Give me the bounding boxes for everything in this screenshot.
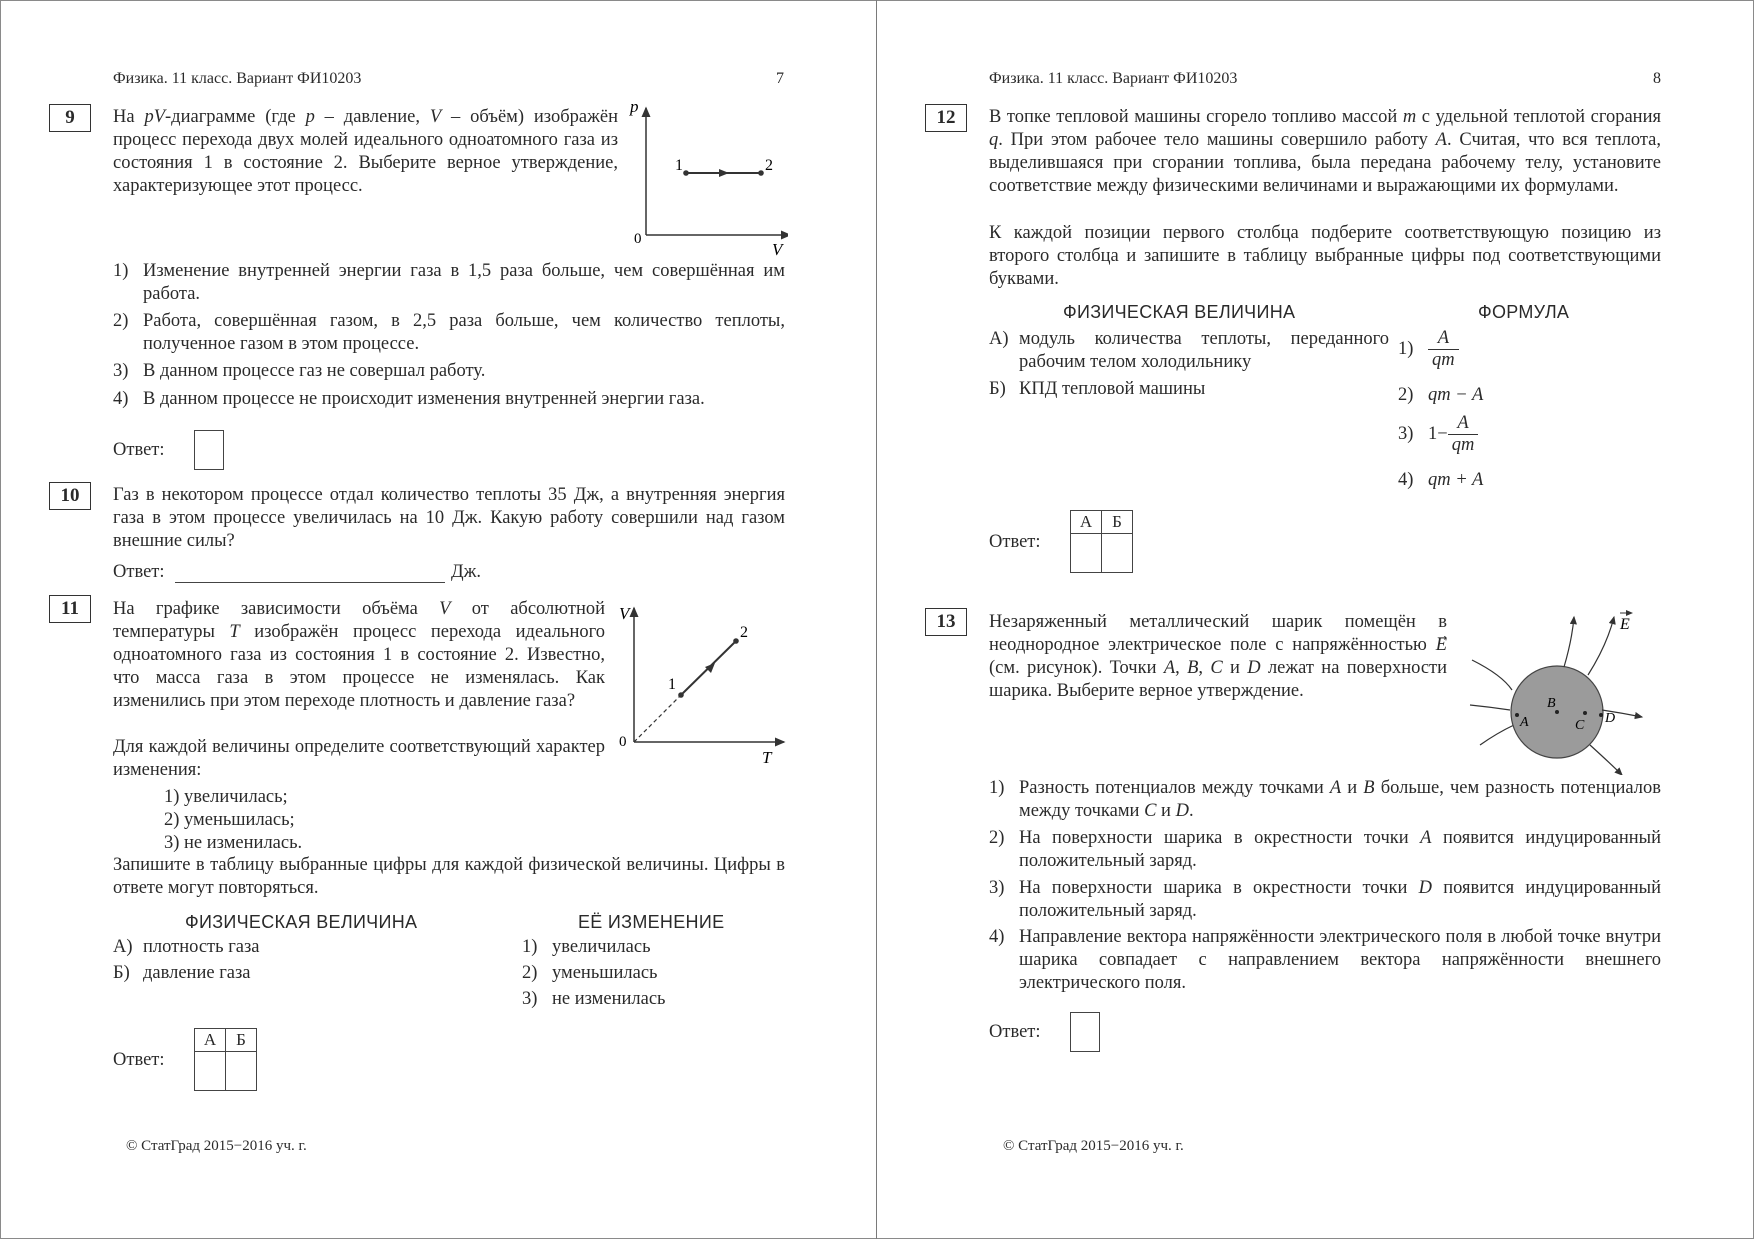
q13-answer-label: Ответ: bbox=[989, 1022, 1041, 1042]
q11-answer-cell-a[interactable] bbox=[195, 1052, 226, 1091]
q13-field-line-in-1 bbox=[1472, 660, 1512, 690]
q11-col-right-header: ЕЁ ИЗМЕНЕНИЕ bbox=[578, 912, 725, 932]
q11-table-header-a: А bbox=[195, 1029, 226, 1052]
q11-x-label: T bbox=[762, 748, 772, 767]
q11-choice-2: 2) уменьшилась; bbox=[164, 810, 295, 830]
q13-point-a-label: A bbox=[1520, 715, 1529, 730]
q11-right-item-3: 3) не изменилась bbox=[522, 989, 666, 1009]
q13-point-c-label: C bbox=[1575, 718, 1585, 733]
q11-extrapolation-line bbox=[634, 695, 681, 742]
q9-answer-box[interactable] bbox=[194, 430, 224, 470]
q13-field-line-in-2 bbox=[1470, 705, 1510, 710]
q13-option-1: 1) Разность потенциалов между точками A и B больше, чем разность потенциалов между точками C и D. bbox=[989, 778, 1661, 821]
q11-write-note: Запишите в таблицу выбранные цифры для каждой физической величины. Цифры в ответе могут повторяться. bbox=[113, 855, 785, 898]
q10-answer-label: Ответ: bbox=[113, 562, 165, 582]
right-header: Физика. 11 класс. Вариант ФИ10203 bbox=[989, 70, 1238, 87]
q11-choice-3: 3) не изменилась. bbox=[164, 833, 303, 853]
q12-col-right-header: ФОРМУЛА bbox=[1478, 302, 1570, 322]
q12-table-header-b: Б bbox=[1102, 511, 1133, 534]
page-divider bbox=[876, 0, 877, 1239]
q10-answer-line[interactable] bbox=[175, 582, 445, 583]
q12-left-item-a: А) модуль количества теплоты, переданного рабочим телом холодильнику bbox=[989, 329, 1389, 372]
question-number-13: 13 bbox=[925, 608, 967, 636]
q13-text: Незаряженный металлический шарик помещён в неоднородное электрическое поле с напряжённостью E (см. рисунок). Точки A, B, C и D лежат на поверхности шарика. Выберите верное утверждение. bbox=[989, 612, 1448, 701]
q10-answer-unit: Дж. bbox=[451, 562, 482, 582]
q11-point2-label: 2 bbox=[740, 624, 748, 641]
q11-state1-dot bbox=[678, 692, 684, 698]
q11-instruction: Для каждой величины определите соответствующий характер изменения: bbox=[113, 737, 605, 780]
q11-answer-label: Ответ: bbox=[113, 1050, 165, 1070]
q13-point-b-dot bbox=[1555, 710, 1559, 714]
q11-right-item-1: 1) увеличилась bbox=[522, 937, 651, 957]
q11-col-left-header: ФИЗИЧЕСКАЯ ВЕЛИЧИНА bbox=[185, 912, 418, 932]
q13-field-line-out-4 bbox=[1590, 745, 1622, 775]
q13-point-c-dot bbox=[1583, 711, 1587, 715]
q11-left-item-b: Б) давление газа bbox=[113, 963, 251, 983]
question-number-10: 10 bbox=[49, 482, 91, 510]
q11-state2-dot bbox=[733, 638, 739, 644]
q12-left-item-b: Б) КПД тепловой машины bbox=[989, 379, 1206, 399]
q11-choice-list bbox=[164, 786, 302, 855]
q12-answer-label: Ответ: bbox=[989, 532, 1041, 552]
q9-option-3: 3) В данном процессе газ не совершал работу. bbox=[113, 361, 486, 381]
q11-origin: 0 bbox=[619, 734, 627, 750]
q12-col-left-header: ФИЗИЧЕСКАЯ ВЕЛИЧИНА bbox=[1063, 302, 1296, 322]
q13-field-line-out-1 bbox=[1564, 617, 1574, 667]
left-header: Физика. 11 класс. Вариант ФИ10203 bbox=[113, 70, 362, 87]
left-footer: © СтатГрад 2015−2016 уч. г. bbox=[126, 1138, 307, 1154]
q11-y-label: V bbox=[619, 604, 630, 623]
q13-option-2: 2) На поверхности шарика в окрестности точки A появится индуцированный положительный заряд. bbox=[989, 828, 1662, 871]
q13-point-d-dot bbox=[1599, 713, 1603, 717]
q13-field-line-in-3 bbox=[1480, 725, 1514, 745]
q9-option-1: 1) Изменение внутренней энергии газа в 1,5 раза больше, чем совершённая им работа. bbox=[113, 261, 785, 304]
q13-sphere-figure bbox=[1462, 605, 1652, 775]
question-number-9: 9 bbox=[49, 104, 91, 132]
question-number-11: 11 bbox=[49, 595, 91, 623]
q11-direction-arrow bbox=[705, 663, 715, 673]
q12-formula-1: 1) $\frac{A}{qm}$ bbox=[1398, 328, 1459, 371]
q12-answer-cell-b[interactable] bbox=[1102, 534, 1133, 573]
q13-option-3: 3) На поверхности шарика в окрестности точки D появится индуцированный положительный заряд. bbox=[989, 878, 1662, 921]
q9-state1-dot bbox=[683, 170, 689, 176]
q12-formula-2: 2) qm − A bbox=[1398, 385, 1484, 405]
q9-text: На pV-диаграмме (где p – давление, V – объём) изображён процесс перехода двух молей идеального одноатомного газа из состояния 1 в состояние 2. Выберите верное утверждение, характеризующее этот процесс. bbox=[113, 107, 619, 196]
q12-formula-3: 3) 1− $\frac{A}{qm}$ bbox=[1398, 413, 1478, 456]
q11-choice-1: 1) увеличилась; bbox=[164, 787, 288, 807]
q12-formula-4: 4) qm + A bbox=[1398, 470, 1484, 490]
q13-field-label: E bbox=[1620, 616, 1630, 633]
q9-state2-dot bbox=[758, 170, 764, 176]
q11-vt-graph bbox=[614, 600, 789, 770]
q9-y-label: p bbox=[630, 100, 639, 116]
right-page-number: 8 bbox=[1653, 70, 1661, 87]
right-footer: © СтатГрад 2015−2016 уч. г. bbox=[1003, 1138, 1184, 1154]
q9-option-4: 4) В данном процессе не происходит изменения внутренней энергии газа. bbox=[113, 389, 705, 409]
left-page-number: 7 bbox=[776, 70, 784, 87]
q9-direction-arrow bbox=[719, 169, 729, 177]
q12-answer-cell-a[interactable] bbox=[1071, 534, 1102, 573]
q9-point2-label: 2 bbox=[765, 157, 773, 174]
q11-answer-table bbox=[194, 1028, 257, 1091]
q11-left-item-a: А) плотность газа bbox=[113, 937, 260, 957]
q11-text: На графике зависимости объёма V от абсолютной температуры T изображён процесс перехода идеального одноатомного газа из состояния 1 в состояние 2. Известно, что масса газа в этом процессе не изменялась. Как изменились при этом переходе плотность и давление газа? bbox=[113, 599, 605, 711]
q12-table-header-a: А bbox=[1071, 511, 1102, 534]
q11-right-item-2: 2) уменьшилась bbox=[522, 963, 658, 983]
q9-pv-diagram bbox=[628, 100, 788, 260]
q12-instruction: К каждой позиции первого столбца подберите соответствующую позицию из второго столбца и запишите в таблицу выбранные цифры под соответствующими буквами. bbox=[989, 223, 1661, 289]
q9-origin: 0 bbox=[634, 231, 642, 247]
q11-point1-label: 1 bbox=[668, 676, 676, 693]
q13-point-a-dot bbox=[1515, 713, 1519, 717]
q13-option-4: 4) Направление вектора напряжённости электрического поля в любой точке внутри шарика совпадает с направлением вектора напряжённости внешнего электрического поля. bbox=[989, 927, 1661, 993]
q13-point-d-label: D bbox=[1605, 711, 1616, 726]
q9-option-2: 2) Работа, совершённая газом, в 2,5 раза больше, чем количество теплоты, полученное газом в этом процессе. bbox=[113, 311, 785, 354]
q11-table-header-b: Б bbox=[226, 1029, 257, 1052]
q9-point1-label: 1 bbox=[675, 157, 683, 174]
q9-x-label: V bbox=[772, 240, 783, 259]
question-number-12: 12 bbox=[925, 104, 967, 132]
q12-text: В топке тепловой машины сгорело топливо массой m с удельной теплотой сгорания q. При этом рабочее тело машины совершило работу A. Считая, что вся теплота, выделившаяся при сгорании топлива, была передана рабочему телу, установите соответствие между физическими величинами и выражающими их формулами. bbox=[989, 107, 1662, 196]
q11-answer-cell-b[interactable] bbox=[226, 1052, 257, 1091]
q10-text: Газ в некотором процессе отдал количество теплоты 35 Дж, а внутренняя энергия газа в этом процессе увеличилась на 10 Дж. Какую работу совершили над газом внешние силы? bbox=[113, 485, 785, 551]
q13-field-line-out-2 bbox=[1588, 617, 1614, 675]
q13-point-b-label: B bbox=[1547, 696, 1556, 711]
q12-answer-table bbox=[1070, 510, 1133, 573]
q13-answer-box[interactable] bbox=[1070, 1012, 1100, 1052]
q9-answer-label: Ответ: bbox=[113, 440, 165, 460]
